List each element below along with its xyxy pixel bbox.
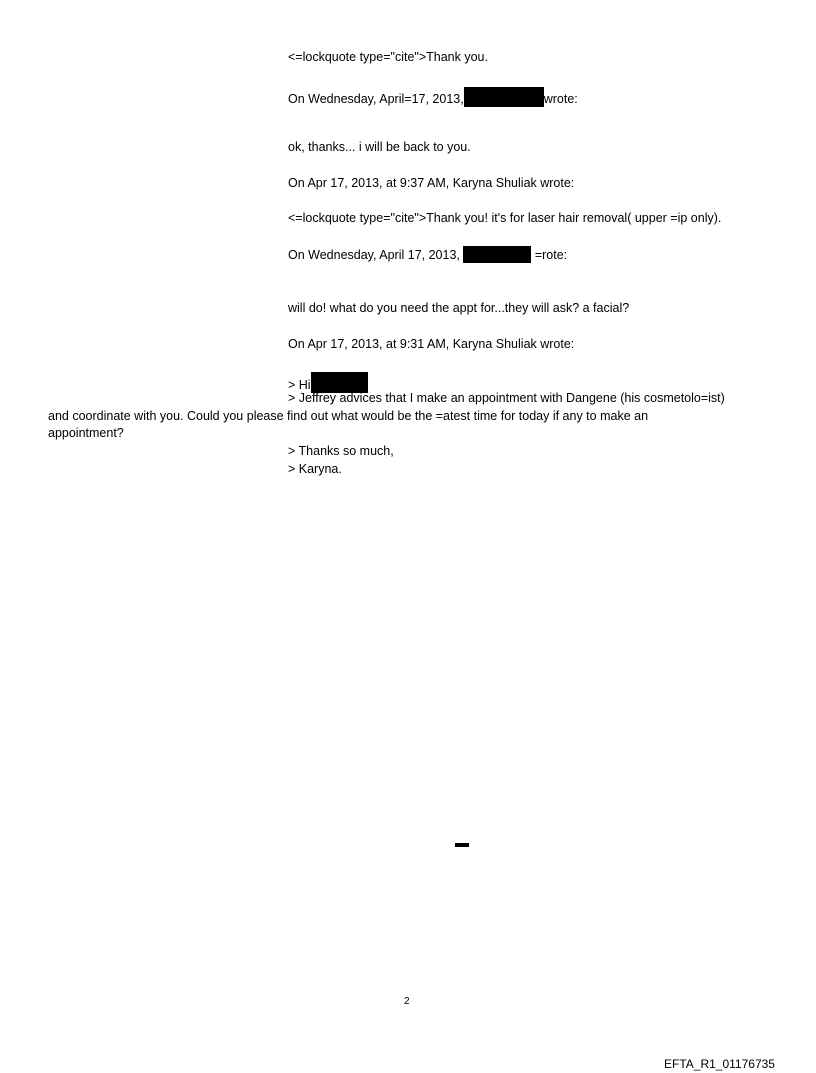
blockquote-thank-you: <=lockquote type="cite">Thank you. (288, 50, 488, 64)
redaction-block (463, 246, 531, 263)
quote-signature: > Karyna. (288, 462, 342, 476)
quote-jeffrey-line-1: > Jeffrey advices that I make an appointment with Dangene (his cosmetolo=ist) (288, 391, 725, 405)
reply-header-3-suffix: =rote: (534, 248, 568, 262)
reply-will-do: will do! what do you need the appt for...they will ask? a facial? (288, 301, 630, 315)
reply-header-4: On Apr 17, 2013, at 9:31 AM, Karyna Shuliak wrote: (288, 337, 575, 351)
reply-header-1-prefix: On Wednesday, April=17, 2013, (288, 92, 464, 106)
redaction-mark (455, 843, 469, 847)
reply-header-3 (288, 246, 567, 263)
reply-header-1-suffix: wrote: (543, 92, 578, 106)
redaction-block (464, 87, 544, 107)
reply-ok-thanks: ok, thanks... i will be back to you. (288, 140, 471, 154)
reply-header-3-prefix: On Wednesday, April 17, 2013, (288, 248, 460, 262)
quote-jeffrey-line-3: appointment? (48, 426, 124, 440)
page-number: 2 (404, 996, 410, 1007)
reply-header-2: On Apr 17, 2013, at 9:37 AM, Karyna Shuliak wrote: (288, 176, 575, 190)
reply-header-1 (288, 87, 578, 107)
document-id-stamp: EFTA_R1_01176735 (664, 1057, 775, 1071)
blockquote-laser: <=lockquote type="cite">Thank you! it's for laser hair removal( upper =ip only). (288, 211, 722, 225)
quote-greeting-text: > Hi (288, 378, 311, 392)
quote-jeffrey-line-2: and coordinate with you. Could you please find out what would be the =atest time for today if any to make an (48, 409, 649, 423)
quote-thanks: > Thanks so much, (288, 444, 394, 458)
